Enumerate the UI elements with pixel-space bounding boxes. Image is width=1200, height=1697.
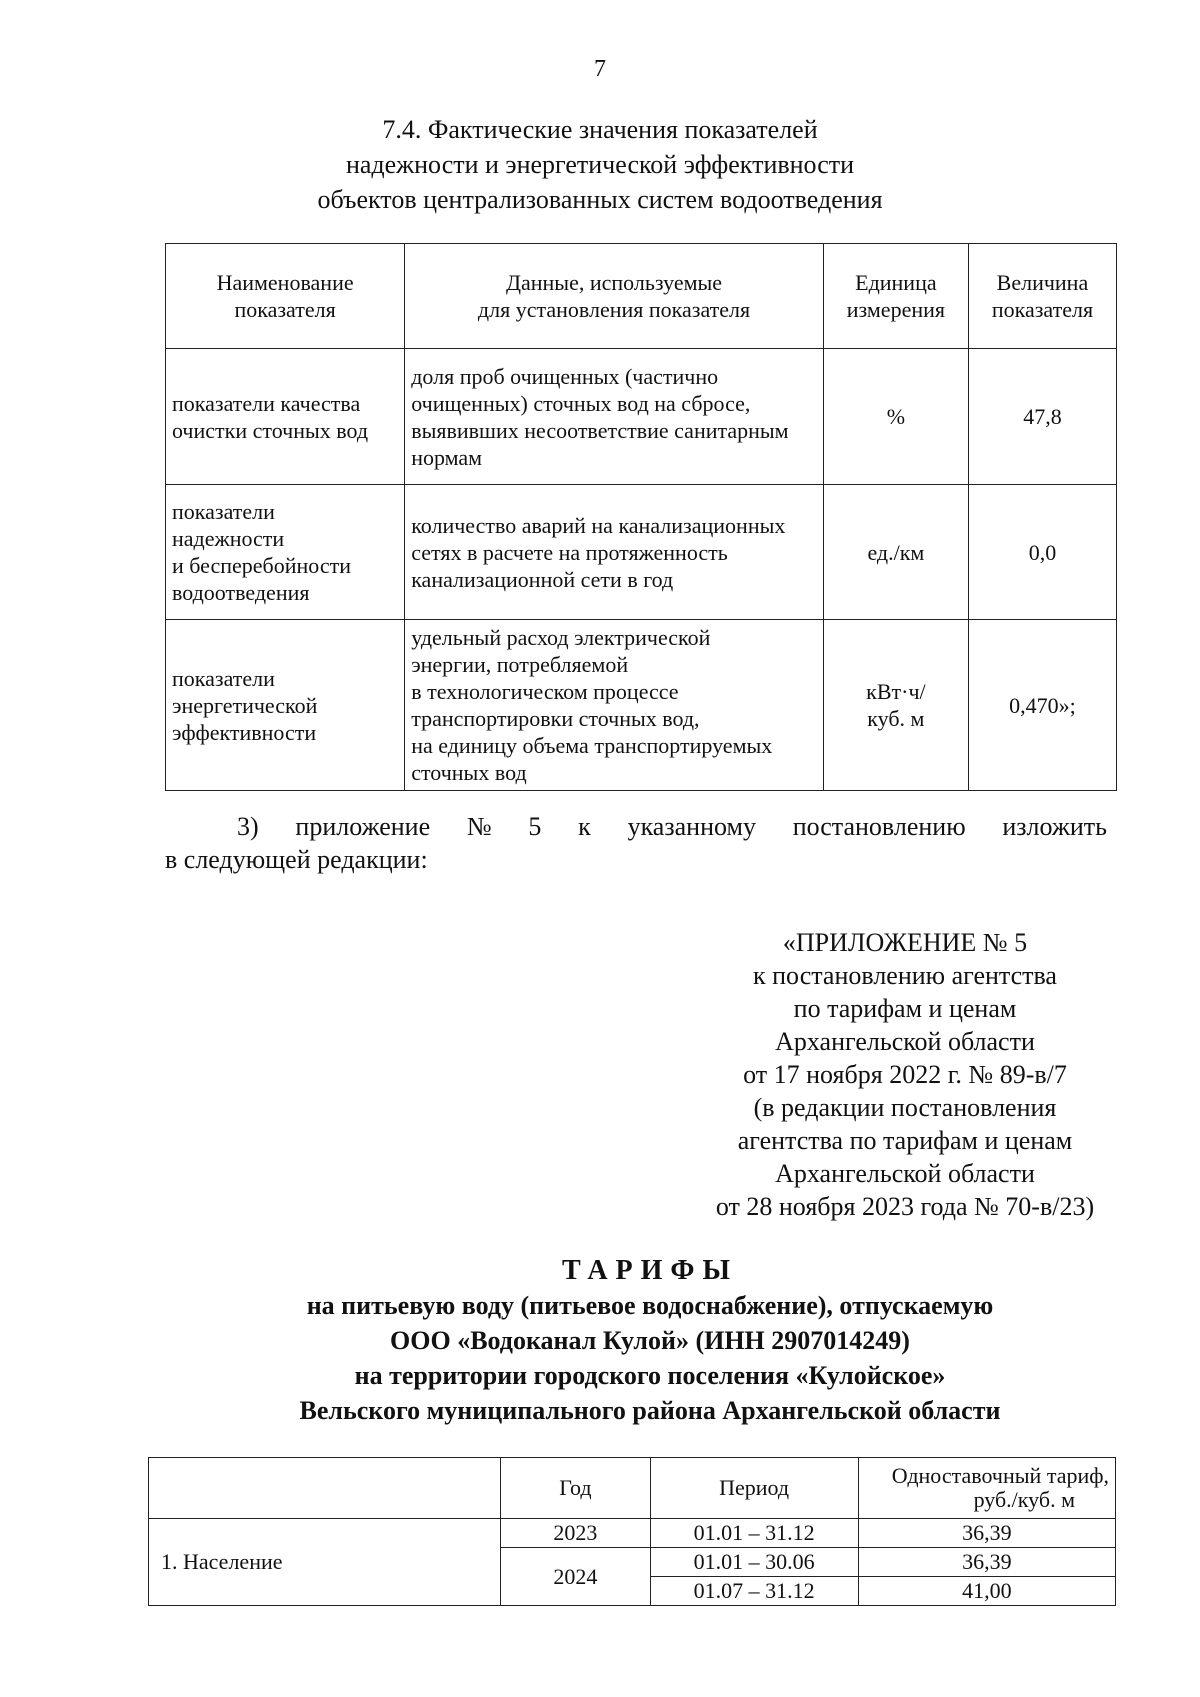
tariffs-title-line: на территории городского поселения «Кулойское» [354, 1361, 946, 1390]
paragraph-line: 3) приложение № 5 к указанному постановлению изложить [237, 812, 1107, 841]
cell-year: 2023 [501, 1519, 650, 1548]
amendment-paragraph [165, 810, 1107, 876]
row-label-population: 1. Население [149, 1519, 501, 1606]
table-row [166, 485, 1117, 620]
appendix-line: от 28 ноября 2023 года № 70-в/23) [715, 1192, 1095, 1221]
tariffs-heading: ТАРИФЫ [562, 1255, 738, 1286]
cell-value: 0,0 [968, 485, 1116, 620]
cell-period: 01.01 – 30.06 [650, 1548, 858, 1577]
indicators-table [165, 243, 1117, 791]
tariffs-title [0, 1253, 1200, 1428]
header-tariff: Одноставочный тариф, руб./куб. м [858, 1458, 1115, 1519]
cell-value: 47,8 [968, 349, 1116, 485]
cell-unit: ед./км [823, 485, 968, 620]
tariffs-table [148, 1457, 1116, 1606]
section-title-line: 7.4. Фактические значения показателей [382, 115, 818, 144]
section-title-line: надежности и энергетической эффективности [345, 150, 855, 179]
header-data: Данные, используемые для установления показателя [405, 244, 824, 349]
appendix-header [680, 926, 1130, 1223]
cell-unit: % [823, 349, 968, 485]
tariffs-title-line: на питьевую воду (питьевое водоснабжение), отпускаемую [306, 1291, 994, 1320]
appendix-line: Архангельской области [775, 1159, 1035, 1188]
table-row [149, 1519, 1116, 1548]
tariffs-title-line: Вельского муниципального района Архангельской области [299, 1396, 1001, 1425]
cell-data: доля проб очищенных (частично очищенных) сточных вод на сбросе, выявивших несоответствие санитарным нормам [405, 349, 824, 485]
table-header-row [166, 244, 1117, 349]
appendix-line: «ПРИЛОЖЕНИЕ № 5 [782, 928, 1028, 957]
table-row [166, 620, 1117, 791]
appendix-line: агентства по тарифам и ценам [737, 1126, 1073, 1155]
table-header-row [149, 1458, 1116, 1519]
appendix-line: Архангельской области [775, 1027, 1035, 1056]
cell-year: 2024 [501, 1548, 650, 1606]
header-value: Величина показателя [968, 244, 1116, 349]
cell-name: показатели надежности и бесперебойности водоотведения [166, 485, 405, 620]
appendix-line: (в редакции постановления [753, 1093, 1057, 1122]
appendix-line: к постановлению агентства [753, 961, 1057, 990]
cell-period: 01.07 – 31.12 [650, 1577, 858, 1606]
cell-tariff: 36,39 [858, 1548, 1115, 1577]
header-unit: Единица измерения [823, 244, 968, 349]
section-title [0, 112, 1200, 217]
tariffs-title-line: ООО «Водоканал Кулой» (ИНН 2907014249) [390, 1326, 910, 1355]
header-year: Год [501, 1458, 650, 1519]
cell-name: показатели энергетической эффективности [166, 620, 405, 791]
page-number: 7 [594, 56, 606, 82]
cell-name: показатели качества очистки сточных вод [166, 349, 405, 485]
cell-value: 0,470»; [968, 620, 1116, 791]
cell-unit: кВт·ч/ куб. м [823, 620, 968, 791]
paragraph-line: в следующей редакции: [165, 845, 428, 874]
cell-tariff: 41,00 [858, 1577, 1115, 1606]
header-blank [149, 1458, 501, 1519]
cell-data: удельный расход электрической энергии, потребляемой в технологическом процессе транспортировки сточных вод, на единицу объема транспортируемых сточных вод [405, 620, 824, 791]
cell-tariff: 36,39 [858, 1519, 1115, 1548]
appendix-line: от 17 ноября 2022 г. № 89-в/7 [743, 1060, 1067, 1089]
cell-period: 01.01 – 31.12 [650, 1519, 858, 1548]
cell-data: количество аварий на канализационных сетях в расчете на протяженность канализационной сети в год [405, 485, 824, 620]
section-title-line: объектов централизованных систем водоотведения [317, 185, 883, 214]
header-name: Наименование показателя [166, 244, 405, 349]
header-period: Период [650, 1458, 858, 1519]
appendix-line: по тарифам и ценам [793, 994, 1017, 1023]
table-row [166, 349, 1117, 485]
